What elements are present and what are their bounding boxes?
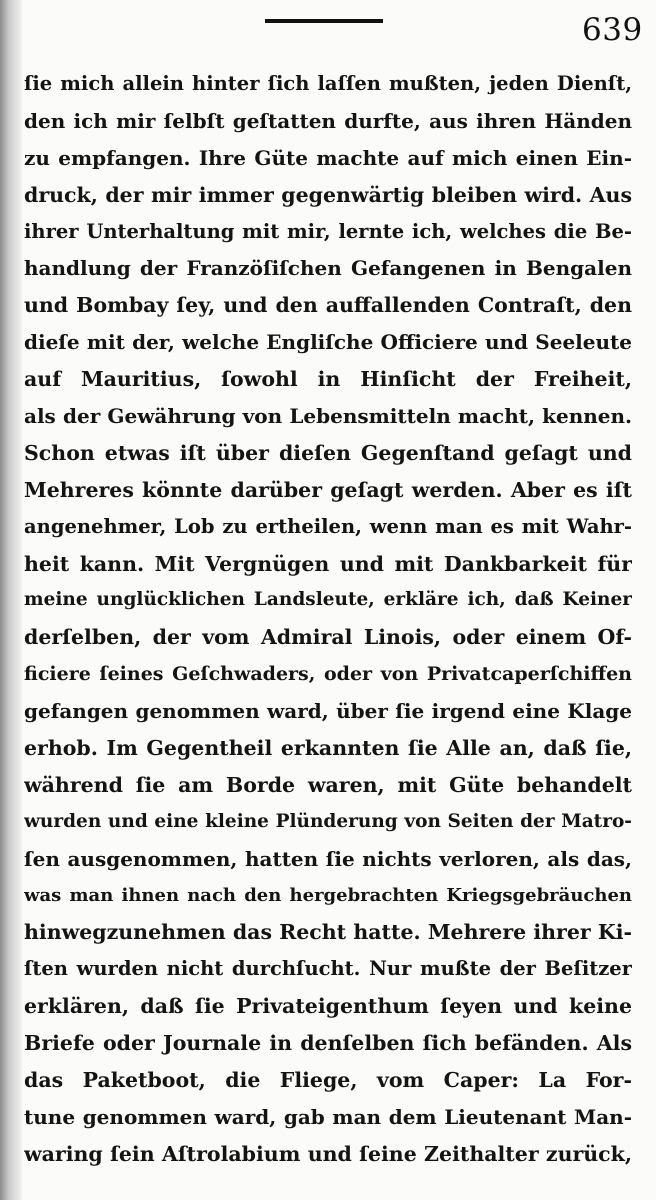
text-line: und Bombay ſey, und den auffallenden Contraſt, den [24, 293, 632, 318]
text-line: zu empfangen. Ihre Güte machte auf mich einen Ein- [24, 145, 632, 170]
text-line: das Paketboot, die Fliege, vom Caper: La For- [24, 1068, 632, 1093]
text-line: ſie mich allein hinter ſich laſſen mußten, jeden Dienſt, [24, 72, 632, 95]
text-line: Mehreres könnte darüber geſagt werden. Aber es iſt [24, 477, 632, 502]
text-line: waring ſein Aſtrolabium und ſeine Zeithalter zurück, [24, 1141, 632, 1166]
text-line: dieſe mit der, welche Engliſche Officiere und Seeleute [24, 330, 632, 355]
text-line: ihrer Unterhaltung mit mir, lernte ich, welches die Be- [24, 219, 632, 243]
text-line: wurden und eine kleine Plünderung von Seiten der Matro- [24, 810, 632, 832]
text-line: gefangen genommen ward, über ſie irgend eine Klage [24, 699, 632, 724]
body-text [24, 66, 632, 1173]
text-line: ſten wurden nicht durchſucht. Nur mußte der Beſitzer [24, 957, 632, 981]
text-line: erhob. Im Gegentheil erkannten ſie Alle an, daß ſie, [24, 736, 632, 761]
text-line: derſelben, der vom Admiral Linois, oder einem Of- [24, 625, 632, 650]
text-line: heit kann. Mit Vergnügen und mit Dankbarkeit für [24, 551, 632, 576]
text-line: ficiere ſeines Geſchwaders, oder von Privatcaperſchiffen [24, 663, 632, 686]
text-line: auf Mauritius, ſowohl in Hinſicht der Freiheit, [24, 367, 632, 392]
text-line: meine unglücklichen Landsleute, erkläre ich, daß Keiner [24, 589, 632, 611]
binding-gutter-shadow [0, 0, 22, 1200]
text-line: Schon etwas iſt über dieſen Gegenſtand geſagt und [24, 440, 632, 465]
text-line: erklären, daß ſie Privateigenthum ſeyen und keine [24, 994, 632, 1019]
text-line: tune genommen ward, gab man dem Lieutenant Man- [24, 1104, 632, 1129]
text-line: angenehmer, Lob zu ertheilen, wenn man es mit Wahr- [24, 514, 632, 538]
header-rule [265, 19, 383, 23]
text-line: was man ihnen nach den hergebrachten Kriegsgebräuchen [24, 884, 632, 906]
text-line: ſen ausgenommen, hatten ſie nichts verloren, als das, [24, 846, 632, 871]
text-line: druck, der mir immer gegenwärtig bleiben wird. Aus [24, 182, 632, 207]
text-line: handlung der Franzöſiſchen Gefangenen in Bengalen [24, 256, 632, 281]
text-line: während ſie am Borde waren, mit Güte behandelt [24, 772, 632, 797]
text-line: hinwegzunehmen das Recht hatte. Mehrere ihrer Ki- [24, 920, 632, 945]
page-number: 639 [582, 12, 643, 48]
text-line: Briefe oder Journale in denſelben ſich befänden. Als [24, 1031, 632, 1056]
text-line: den ich mir ſelbſt geſtatten durfte, aus ihren Händen [24, 108, 632, 133]
text-line: als der Gewährung von Lebensmitteln macht, kennen. [24, 404, 632, 429]
